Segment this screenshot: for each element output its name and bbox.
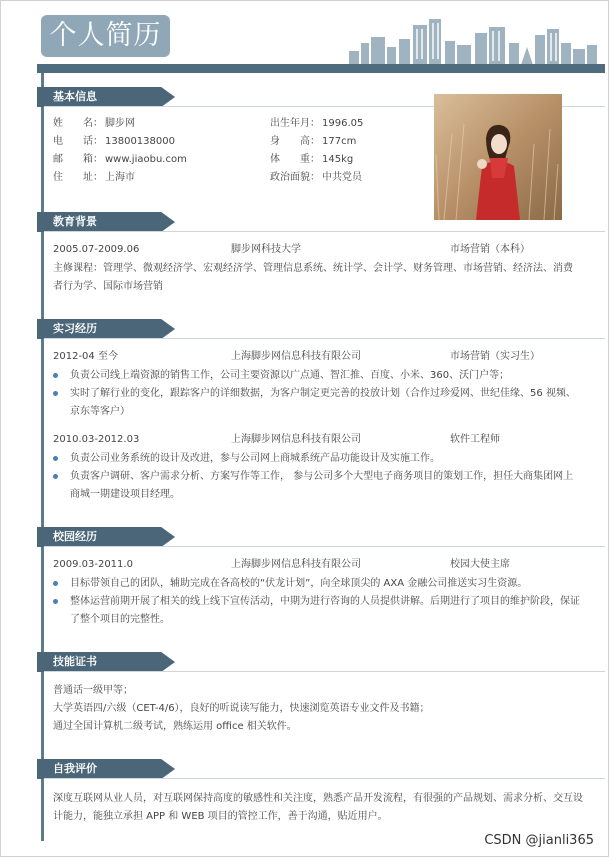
campus-period: 2009.03-2011.0 <box>53 559 133 570</box>
bullet-dot <box>53 474 58 479</box>
height-label: 身 高： <box>270 136 320 147</box>
bullet-dot <box>53 373 58 378</box>
section-title: 技能证书 <box>53 655 97 668</box>
skill-3: 通过全国计算机二级考试，熟练运用 office 相关软件。 <box>53 721 297 732</box>
job2-period: 2010.03-2012.03 <box>53 434 140 445</box>
section-title: 基本信息 <box>53 90 97 103</box>
profile-photo <box>434 94 562 220</box>
self-evaluation: 深度互联网从业人员，对互联网保持高度的敏感性和关注度，熟悉产品开发流程，有很强的产品规划、需求分析、交互设计能力，能独立承担 APP 和 WEB 项目的管控工作，善于沟通，贴近用户。 <box>53 793 583 822</box>
section-header-internship <box>37 319 175 339</box>
bullet-dot <box>53 456 58 461</box>
email-label: 邮 箱： <box>53 154 103 165</box>
name-label: 姓 名： <box>53 118 103 129</box>
campus-bullet-2: 整体运营前期开展了相关的线上线下宣传活动，中期为进行咨询的人员提供讲解。后期进行了项目的维护阶段，保证了整个项目的完整性。 <box>70 596 580 625</box>
birth-label: 出生年月： <box>270 118 320 129</box>
divider <box>44 546 605 547</box>
job2-bullet-1: 负责公司业务系统的设计及改进，参与公司网上商城系统产品功能设计及实施工作。 <box>70 453 440 464</box>
resume-title: 个人简历 <box>41 15 170 57</box>
address-label: 住 址： <box>53 172 103 183</box>
watermark: CSDN @jianli365 <box>484 833 594 848</box>
divider <box>44 671 605 672</box>
edu-school: 脚步网科技大学 <box>231 244 301 255</box>
bullet-dot <box>53 581 58 586</box>
job2-bullet-2: 负责客户调研、客户需求分析、方案写作等工作， 参与公司多个大型电子商务项目的策划工作，担任大商集团网上商城一期建设项目经理。 <box>70 471 574 500</box>
edu-courses: 主修课程：管理学、微观经济学、宏观经济学、管理信息系统、统计学、会计学、财务管理、市场营销、经济法、消费者行为学、国际市场营销 <box>53 263 573 292</box>
job1-company: 上海脚步网信息科技有限公司 <box>231 351 361 362</box>
bullet-dot <box>53 599 58 604</box>
job1-period: 2012-04 至今 <box>53 351 118 362</box>
skill-2: 大学英语四/六级（CET-4/6），良好的听说读写能力，快速浏览英语专业文件及书籍； <box>53 703 430 714</box>
edu-major: 市场营销（本科） <box>450 244 530 255</box>
job2-company: 上海脚步网信息科技有限公司 <box>231 434 361 445</box>
section-title: 实习经历 <box>53 322 97 335</box>
divider <box>44 338 605 339</box>
party-label: 政治面貌： <box>270 172 320 183</box>
party-value: 中共党员 <box>322 172 362 183</box>
name-value: 脚步网 <box>105 118 135 129</box>
section-title: 教育背景 <box>53 215 97 228</box>
job2-role: 软件工程师 <box>450 434 500 445</box>
email-value: www.jiaobu.com <box>105 154 187 165</box>
section-header-self <box>37 759 175 779</box>
divider <box>44 231 605 232</box>
city-skyline-icon <box>341 15 603 65</box>
edu-period: 2005.07-2009.06 <box>53 244 140 255</box>
section-title: 自我评价 <box>53 762 97 775</box>
section-title: 校园经历 <box>53 530 97 543</box>
height-value: 177cm <box>322 136 357 147</box>
address-value: 上海市 <box>105 172 135 183</box>
section-header-basic <box>37 87 175 107</box>
divider <box>44 778 605 779</box>
section-header-campus <box>37 527 175 547</box>
weight-value: 145kg <box>322 154 354 165</box>
campus-role: 校园大使主席 <box>450 559 510 570</box>
skill-1: 普通话一级甲等； <box>53 685 133 696</box>
job1-role: 市场营销（实习生） <box>450 351 540 362</box>
section-header-education <box>37 212 175 232</box>
phone-label: 电 话： <box>53 136 103 147</box>
bullet-dot <box>53 391 58 396</box>
campus-bullet-1: 目标带领自己的团队，辅助完成在各高校的“伏龙计划”，向全球顶尖的 AXA 金融公司推送实习生资源。 <box>70 578 528 589</box>
birth-value: 1996.05 <box>322 118 364 129</box>
weight-label: 体 重： <box>270 154 320 165</box>
header-bar <box>37 64 605 73</box>
job1-bullet-2: 实时了解行业的变化，跟踪客户的详细数据，为客户制定更完善的投放计划（合作过珍爱网、世纪佳缘、56 视频、京东等客户） <box>70 388 576 417</box>
timeline-line <box>41 73 44 841</box>
campus-company: 上海脚步网信息科技有限公司 <box>231 559 361 570</box>
section-header-skills <box>37 652 175 672</box>
phone-value: 13800138000 <box>105 136 175 147</box>
job1-bullet-1: 负责公司线上端资源的销售工作，公司主要资源以广点通、智汇推、百度、小米、360、沃门户等； <box>70 370 510 381</box>
